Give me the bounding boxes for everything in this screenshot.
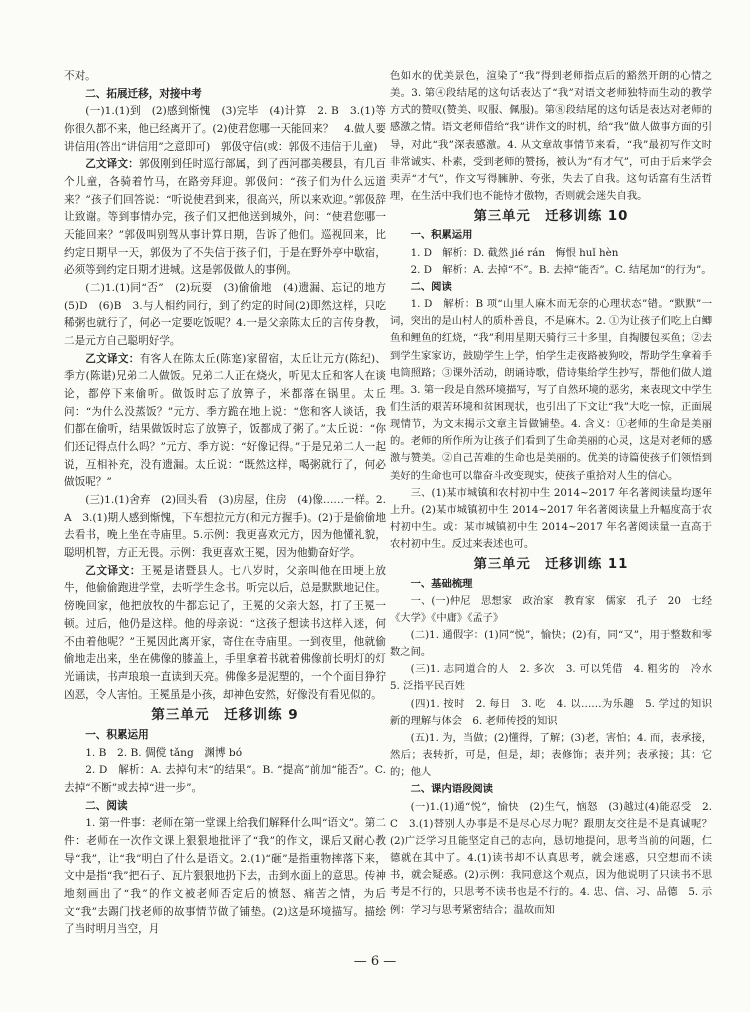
answer-block: 色如水的优美景色，渲染了“我”得到老师指点后的豁然开朗的心情之美。3. 第④段结尾的这句话表达了“我”对语文老师独特而生动的教学方式的赞叹(赞美、叹服、佩服)。第⑧段结尾的这句话是表达对老师的感激之情。语文老师借给“我”讲作文的时机，给“我”做人做事方面的引导，对此“我”深表感激。4. 从文章故事情节来看，“我”最初写作文时非常诚实、朴素，受到老师的赞扬，被认为“有才气”，可由于后来学会卖弄“才气”，作文写得臃肿、夸张，失去了自我。这句话富有生活哲理，在生活中我们也不能恃才傲物，否则就会迷失自我。 [390, 70, 712, 203]
answer-line: 1. B 2. B. 倜傥 tǎng 渊博 bó [85, 746, 243, 759]
translation-body: 王冕是诸暨县人。七八岁时，父亲叫他在田埂上放牛，他偷偷跑进学堂，去听学生念书。听完以后，总是默默地记住。傍晚回家，他把放牧的牛都忘记了，王冕的父亲大怒，打了王冕一顿。过后，他仍是这样。他的母亲说：“这孩子想读书这样入迷，何不由着他呢？”王冕因此离开家，寄住在寺庙里。一到夜里，他就偷偷地走出来，坐在佛像的膝盖上，手里拿着书就着佛像前长明灯的灯光诵读，书声琅琅一直读到天亮。佛像多是泥塑的，一个个面目狰狞凶恶，令人害怕。王冕虽是小孩，却神色安然，好像没有看见似的。 [64, 564, 386, 701]
translation-title: 乙文译文： [85, 158, 139, 171]
answer-line: (三)1. 志同道合的人 2. 多次 3. 可以凭借 4. 粗劣的 冷水 5. 泛指平民百姓 [390, 663, 723, 693]
section-title: 二、阅读 [85, 799, 128, 812]
section-title: 二、课内语段阅读 [410, 783, 493, 796]
translation-block [64, 156, 386, 280]
answer-line: 2. D 解析：A. 去掉句末“的结果”。B. “提高”前加“能否”。C. 去掉“不断”或去掉“进一步”。 [64, 764, 386, 794]
section-title: 二、拓展迁移，对接中考 [85, 87, 202, 100]
translation-body: 郭伋刚到任时巡行部属，到了西河郡美稷县，有几百个儿童，各骑着竹马，在路旁拜迎。郭伋问：“孩子们为什么远道来？”孩子们回答说：“听说使君到来，很高兴，所以来欢迎。”郭伋辞让致谢。等到事情办完，孩子们又把他送到城外，问：“使君您哪一天能回来？”郭伋叫别驾从事计算日期，告诉了他们。巡视回来，比约定日期早一天，郭伋为了不失信于孩子们，于是在野外亭中歇宿，必须等到约定日期才进城。这是郭伋做人的事例。 [64, 158, 387, 277]
answer-block: 三、(1)某市城镇和农村初中生 2014~2017 年名著阅读量均逐年上升。(2)某市城镇初中生 2014~2017 年名著阅读量上升幅度高于农村初中生。或：某市城镇初中生 2014~2017 年名著阅读量一直高于农村初中生。反过来表述也可。 [390, 486, 712, 551]
answer-line: (四)1. 按时 2. 每日 3. 吃 4. 以……为乐趣 5. 学过的知识 新的理解与体会 6. 老师传授的知识 [390, 697, 723, 727]
translation-block [64, 563, 386, 704]
answer-line: 一、(一)仲尼 思想家 政治家 教育家 儒家 孔子 20 七经 《大学》《中庸》《孟子》 [390, 594, 723, 624]
unit-title: 第三单元 迁移训练 9 [151, 707, 299, 724]
answer-block: 1. D 解析：B 项“山里人麻木而无奈的心理状态”错。“默默”一词，突出的是山村人的质朴善良，不是麻木。2. ①为让孩子们吃上白鲫鱼和鲤鱼的红烧，“我”利用星期天骑行三十多里，自掏腰包买鱼；②去到学生家家访，鼓励学生上学，怕学生走夜路被狗咬，帮助学生拿着手电筒照路；③课外活动，朗诵诗歌，借诗集给学生抄写，帮他们做人道理。3. 第一段是自然环境描写，写了自然环境的恶劣，来表现文中学生们生活的艰苦环境和贫困现状，也引出了下文让“我”大吃一惊，正面展现情节，为文末揭示文章主旨做铺垫。4. 含义：①老师的生命是美丽的。老师的所作所为让孩子们看到了生命美丽的心灵，这是对老师的感激与赞美。②自己苦难的生命也是美丽的。优美的诗篇使孩子们领悟到美好的生命也可以靠奋斗改变现实，使孩子重拾对人生的信心。 [390, 298, 713, 482]
section-title: 一、积累运用 [85, 728, 149, 741]
answer-block: (一)1.(1)通“悦”，愉快 (2)生气，恼怒 (3)越过(4)能忍受 2. C 3.(1)替别人办事是不是尽心尽力呢？跟朋友交往是不是真诚呢？(2)广泛学习且能坚定自己的志向，恳切地提问，思考当前的问题，仁德就在其中了。4.(1)读书却不认真思考，就会迷惑，只空想而不读书，就会疑惑。(2)示例：我同意这个观点，因为他说明了只读书不思考是不行的，只思考不读书也是不行的。4. 忠、信、习、品德 5. 示例：学习与思考紧密结合；温故而知 [390, 800, 712, 916]
answer-block: (二)1.(1)同“否” (2)玩耍 (3)偷偷地 (4)遗漏、忘记的地方 (5)D (6)B 3.与人相约同行，到了约定的时间(2)即然这样，只吃稀粥也就行了，何必一定要吃饭呢？4.一是父亲陈太丘的言传身教，二是元方自己聪明好学。 [64, 282, 397, 348]
section-title: 二、阅读 [410, 280, 452, 293]
translation-title: 乙文译文： [85, 352, 140, 365]
translation-title: 乙文译文： [85, 564, 141, 577]
page-number: — 6 — [353, 954, 397, 969]
answer-block: (三)1.(1)舍弃 (2)回头看 (3)房屋，住房 (4)像……一样。2.A 3.(1)期人感到惭愧，下车想拉元方(和元方握手)。(2)于是偷偷地去看书，晚上坐在寺庙里。5.示例：我更喜欢元方，因为他懂礼貌，聪明机智，方正无畏。示例：我更喜欢王冕，因为他勤奋好学。 [64, 494, 386, 560]
answer-line: (五)1. 为，当做；(2)懂得，了解；(3)老，害怕；4. 而，表承接，然后；表转折，可是，但是，却；表修饰；表并列；表承接；其：它的；他人 [390, 731, 712, 779]
section-title: 一、积累运用 [410, 229, 473, 242]
top-text: 不对。 [64, 70, 96, 82]
translation-block [64, 351, 386, 492]
translation-body: 有客人在陈太丘(陈寔)家留宿，太丘让元方(陈纪)、季方(陈谌)兄弟二人做饭。兄弟二人正在烧火，听见太丘和客人在谈论，都停下来偷听。做饭时忘了放箅子，米都落在锅里。太丘问：“为什么没蒸饭？”元方、季方跪在地上说：“您和客人谈话，我们都在偷听，结果做饭时忘了放箅子，饭都成了粥了。”太丘说：“你们还记得点什么吗？”元方、季方说：“好像记得。”于是兄弟二人一起说，互相补充，没有遗漏。太丘说：“既然这样，喝粥就行了，何必做饭呢？” [64, 352, 387, 489]
answer-block: 1. 第一件事：老师在第一堂课上给我们解释什么叫“语文”。第二件：老师在一次作文课上狠狠地批评了“我”的作文，课后又耐心教导“我”，让“我”明白了什么是语文。2.(1)“砸”是指重物摔落下来，文中是指“我”把石子、瓦片狠狠地扔下去，击到水面上的意思。传神地刻画出了“我”的作文被老师否定后的愤怒、痛苦之情，为后文“我”去踢门找老师的故事情节做了铺垫。(2)这是环境描写。描绘了当时明月当空，月 [64, 817, 386, 936]
unit-title: 第三单元 迁移训练 10 [473, 209, 629, 225]
section-title: 一、基础梳理 [410, 577, 473, 590]
unit-title: 第三单元 迁移训练 11 [473, 557, 629, 573]
answer-block: (一)1.(1)到 (2)感到惭愧 (3)完毕 (4)计算 2. B 3.(1)等你很久都不来，他已经离开了。(2)使君您哪一天能回来？ 4.做人要讲信用(答出“讲信用”之意即可) 郭伋守信(或：郭伋不违信于儿童) [64, 105, 386, 153]
left-column [64, 68, 397, 939]
answer-line: 2. D 解析：A. 去掉“不”。B. 去掉“能否”。C. 结尾加“的行为”。 [410, 263, 712, 276]
right-column [390, 68, 723, 919]
answer-line: (二)1. 通假字：(1)同“悦”，愉快；(2)有，同“又”，用于整数和零数之间。 [390, 629, 712, 659]
answer-line: 1. D 解析：D. 截然 jié rán 悔恨 huǐ hèn [410, 246, 619, 259]
